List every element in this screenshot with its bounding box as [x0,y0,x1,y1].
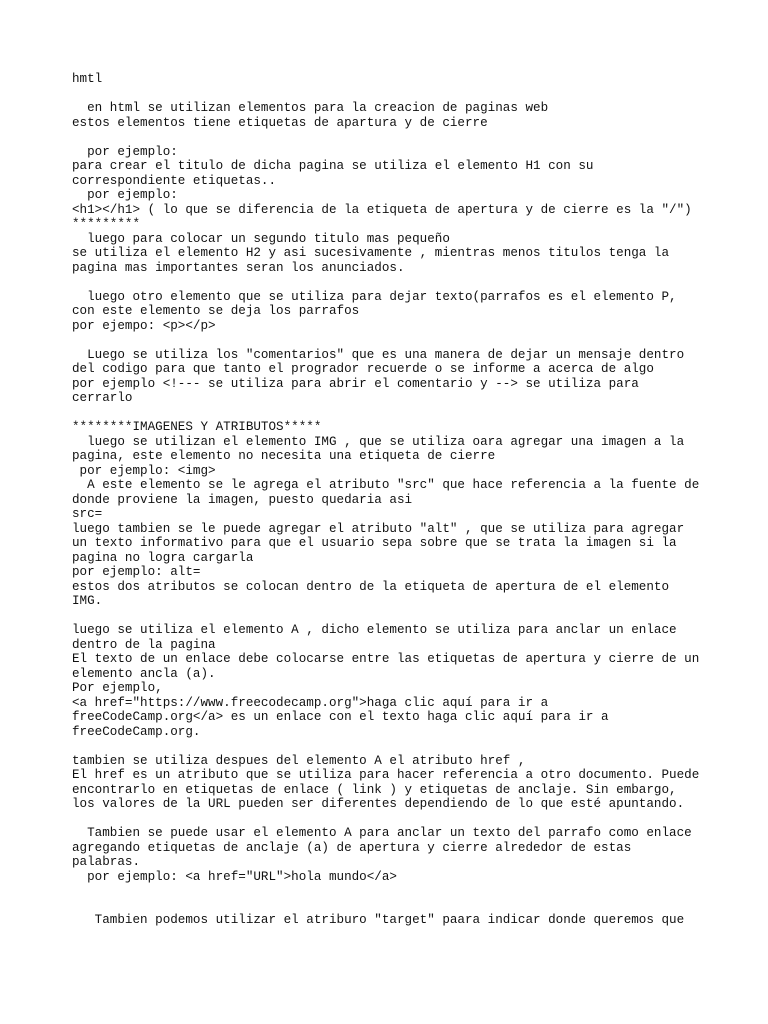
text-line: luego tambien se le puede agregar el atributo "alt" , que se utiliza para agregar [72,521,685,536]
text-line: pagina no logra cargarla [72,550,254,565]
text-line [72,333,712,348]
text-line: pagina mas importantes seran los anunciados. [72,260,405,275]
text-line: un texto informativo para que el usuario sepa sobre que se trata la imagen si la [72,536,677,550]
text-line: por ejemplo: <img> [72,463,216,478]
text-line [72,406,712,421]
text-line [72,884,712,899]
text-line: <a href="https://www.freecodecamp.org">haga clic aquí para ir a [72,695,549,710]
text-line: por ejemplo: <a href="URL">hola mundo</a> [72,869,397,884]
text-line: cerrarlo [72,391,133,405]
text-line: por ejemplo <!--- se utiliza para abrir el comentario y --> se utiliza para [72,376,639,391]
text-line [72,275,712,290]
text-line: Tambien se puede usar el elemento A para anclar un texto del parrafo como enlace [72,826,692,840]
text-line: dentro de la pagina [72,637,216,652]
text-line: los valores de la URL pueden ser diferentes dependiendo de lo que esté apuntando. [72,797,685,811]
text-line [72,130,712,145]
text-line: <h1></h1> ( lo que se diferencia de la etiqueta de apertura y de cierre es la "/") [72,202,692,217]
text-line: elemento ancla (a). [72,666,216,681]
text-line: freeCodeCamp.org</a> es un enlace con el texto haga clic aquí para ir a [72,710,609,724]
text-line: por ejemplo: alt= [72,565,201,579]
text-line: se utiliza el elemento H2 y asi sucesivamente , mientras menos titulos tenga la [72,246,670,260]
text-line [72,899,712,914]
text-line: El href es un atributo que se utiliza para hacer referencia a otro documento. Puede [72,768,700,782]
text-line: palabras. [72,855,141,869]
text-line: para crear el titulo de dicha pagina se utiliza el elemento H1 con su [72,159,594,173]
text-line: luego se utilizan el elemento IMG , que se utiliza oara agregar una imagen a la [72,434,685,449]
text-line: encontrarlo en etiquetas de enlace ( link ) y etiquetas de anclaje. Sin embargo, [72,782,677,797]
text-line: por ejemplo: [72,188,178,202]
text-line: luego para colocar un segundo titulo mas pequeño [72,231,450,246]
text-line: del codigo para que tanto el progrador recuerde o se informe a acerca de algo [72,362,654,376]
text-line: ********* [72,217,141,231]
text-line: estos dos atributos se colocan dentro de la etiqueta de apertura de el elemento [72,579,670,594]
text-line: Luego se utiliza los "comentarios" que es una manera de dejar un mensaje dentro [72,347,685,362]
text-line: tambien se utiliza despues del elemento A el atributo href , [72,753,526,768]
text-line: freeCodeCamp.org. [72,724,201,739]
text-line: pagina, este elemento no necesita una etiqueta de cierre [72,449,496,463]
text-line: A este elemento se le agrega el atributo "src" que hace referencia a la fuente de [72,478,700,492]
text-line [72,87,712,102]
text-line [72,609,712,624]
text-line: hmtl [72,72,103,86]
text-line: luego otro elemento que se utiliza para dejar texto(parrafos es el elemento P, [72,289,677,304]
text-line: luego se utiliza el elemento A , dicho elemento se utiliza para anclar un enlace [72,623,677,637]
text-line: IMG. [72,594,103,608]
text-line: src= [72,507,103,521]
document-body [72,72,712,928]
text-line: Tambien podemos utilizar el atriburo "target" paara indicar donde queremos que [72,913,685,927]
text-line: agregando etiquetas de anclaje (a) de apertura y cierre alrededor de estas [72,840,632,855]
text-line: donde proviene la imagen, puesto quedaria asi [72,492,413,507]
text-line: en html se utilizan elementos para la creacion de paginas web [72,101,549,115]
text-line [72,812,712,827]
text-line [72,739,712,754]
text-line: El texto de un enlace debe colocarse entre las etiquetas de apertura y cierre de un [72,652,700,666]
text-line: por ejemplo: [72,144,178,159]
text-line: Por ejemplo, [72,681,163,695]
text-line: correspondiente etiquetas.. [72,173,277,188]
text-line: con este elemento se deja los parrafos [72,304,360,318]
text-line: ********IMAGENES Y ATRIBUTOS***** [72,420,322,434]
text-line: estos elementos tiene etiquetas de apartura y de cierre [72,115,488,130]
text-line: por ejempo: <p></p> [72,318,216,333]
